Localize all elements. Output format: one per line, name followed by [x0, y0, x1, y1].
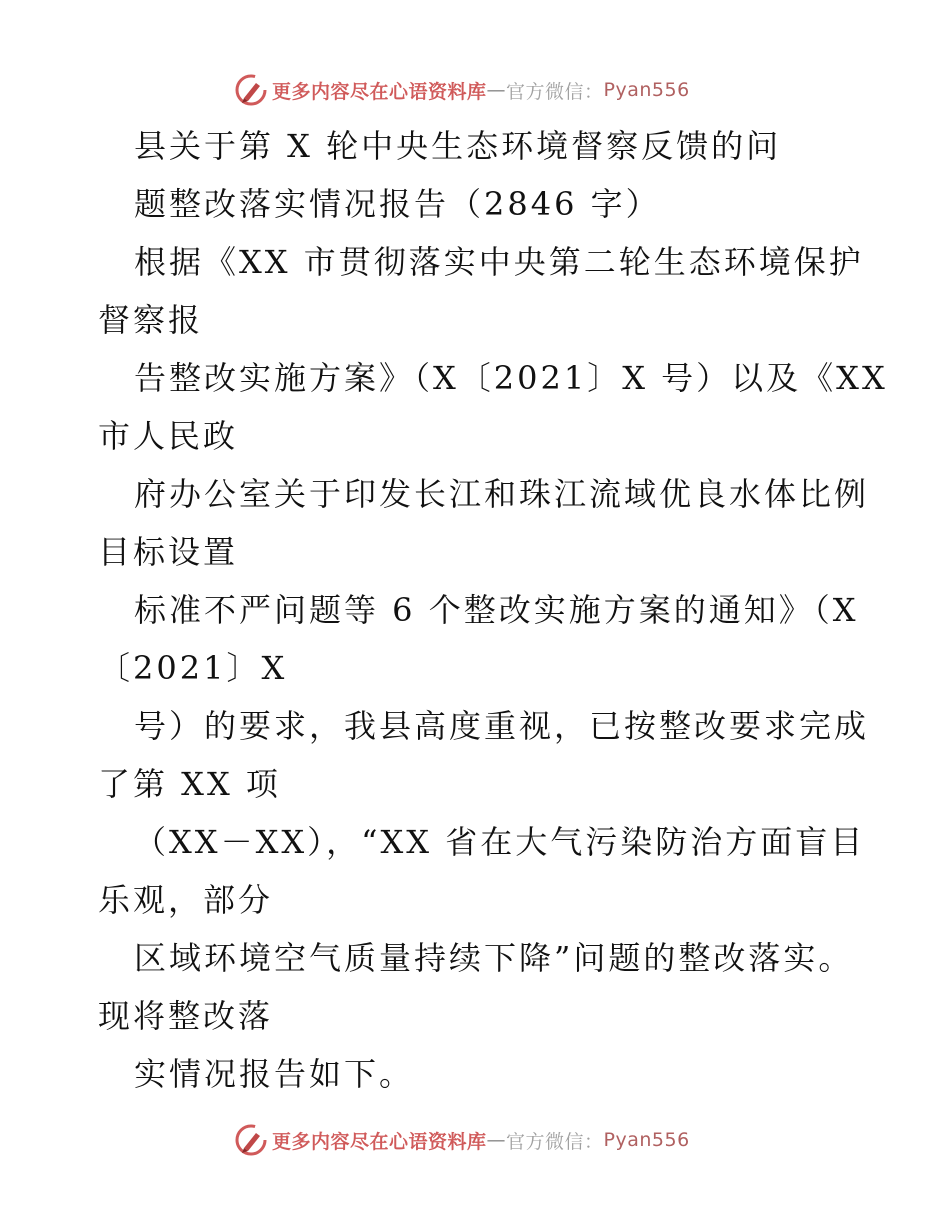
- paragraph-line: 根据《XX 市贯彻落实中央第二轮生态环境保护: [134, 243, 864, 281]
- paragraph-line: 号）的要求，我县高度重视，已按整改要求完成: [134, 707, 870, 745]
- paragraph-line: 现将整改落: [98, 997, 274, 1035]
- paragraph-line: 乐观，部分: [98, 881, 274, 919]
- watermark-wechat-label: 官方微信：: [506, 80, 604, 103]
- title-line-1: 县关于第 X 轮中央生态环境督察反馈的问: [134, 127, 782, 165]
- watermark-wechat-id: Pyan556: [603, 1129, 690, 1151]
- watermark-separator: —: [486, 1129, 507, 1151]
- watermark-wechat-id: Pyan556: [603, 79, 690, 101]
- paragraph-line: 了第 XX 项: [98, 765, 281, 803]
- paragraph-line: 〔2021〕X: [98, 649, 288, 687]
- paragraph-line: 府办公室关于印发长江和珠江流域优良水体比例: [134, 475, 870, 513]
- watermark-brand: 更多内容尽在心语资料库: [272, 80, 487, 103]
- paragraph-line: 目标设置: [98, 533, 239, 571]
- paragraph-line: 实情况报告如下。: [134, 1055, 415, 1093]
- title-line-2: 题整改落实情况报告（2846 字）: [134, 185, 661, 223]
- paragraph-line: （XX－XX），“XX 省在大气污染防治方面盲目: [134, 823, 866, 861]
- paragraph-line: 标准不严问题等 6 个整改实施方案的通知》（X: [134, 591, 859, 629]
- pen-circle-logo-icon: [234, 1123, 268, 1157]
- paragraph-line: 告整改实施方案》（X〔2021〕X 号）以及《XX: [134, 359, 888, 397]
- watermark-wechat-label: 官方微信：: [506, 1130, 604, 1153]
- paragraph-line: 区域环境空气质量持续下降”问题的整改落实。: [134, 939, 854, 977]
- watermark-brand: 更多内容尽在心语资料库: [272, 1130, 487, 1153]
- watermark-separator: —: [486, 79, 507, 101]
- watermark-footer: [234, 1122, 690, 1158]
- paragraph-line: 督察报: [98, 301, 204, 339]
- paragraph-line: 市人民政: [98, 417, 239, 455]
